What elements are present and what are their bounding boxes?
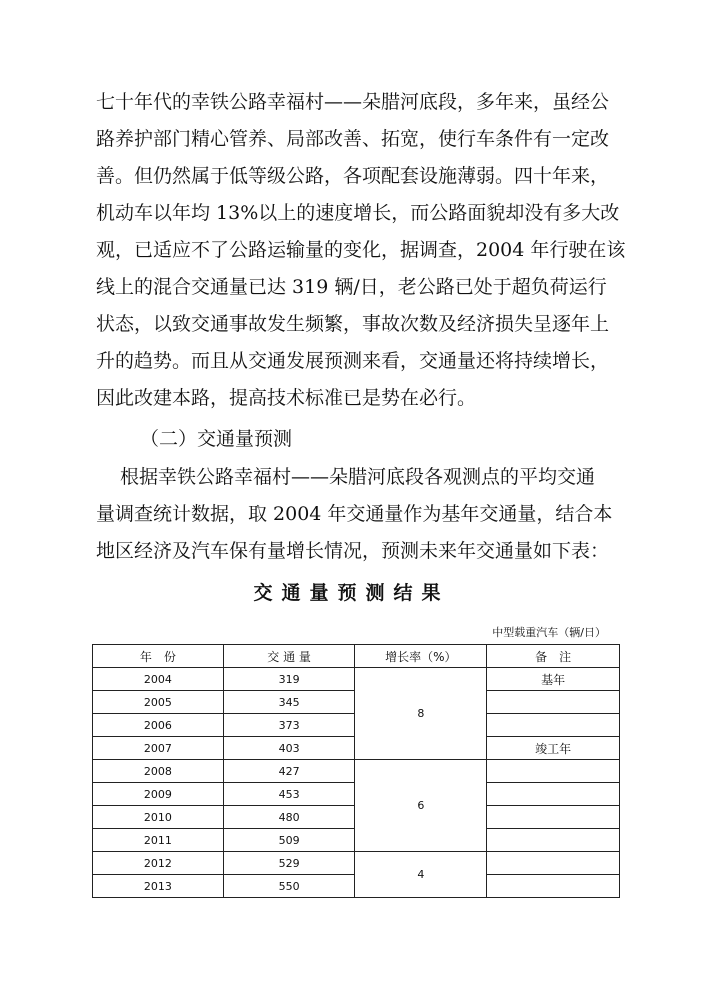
cell-note [487,691,620,714]
text-line: 因此改建本路，提高技术标准已是势在必行。 [96,387,477,409]
cell-volume: 403 [223,737,355,760]
cell-volume: 373 [223,714,355,737]
table-row [93,852,620,875]
table-header-row [93,645,620,668]
header-year: 年 份 [93,645,224,668]
text-line: 机动车以年均 13%以上的速度增长，而公路面貌却没有多大改 [96,202,620,224]
cell-note [487,806,620,829]
table-title: 交通量预测结果 [253,582,450,604]
traffic-forecast-table [92,644,620,898]
cell-growth-rate: 4 [355,852,487,898]
text-line: 观，已适应不了公路运输量的变化，据调查，2004 年行驶在该 [96,239,626,261]
cell-year: 2013 [93,875,224,898]
text-line: 量调查统计数据，取 2004 年交通量作为基年交通量，结合本 [96,503,613,525]
cell-note [487,875,620,898]
cell-year: 2005 [93,691,224,714]
cell-volume: 509 [223,829,355,852]
cell-year: 2007 [93,737,224,760]
cell-growth-rate: 6 [355,760,487,852]
header-volume: 交 通 量 [223,645,355,668]
cell-volume: 529 [223,852,355,875]
cell-note [487,714,620,737]
text-line: 升的趋势。而且从交通发展预测来看，交通量还将持续增长， [96,350,610,372]
cell-year: 2012 [93,852,224,875]
cell-volume: 427 [223,760,355,783]
cell-year: 2004 [93,668,224,691]
cell-volume: 453 [223,783,355,806]
header-note: 备 注 [487,645,620,668]
cell-volume: 319 [223,668,355,691]
cell-year: 2006 [93,714,224,737]
table-unit-note: 中型载重汽车（辆/日） [492,626,606,639]
cell-year: 2011 [93,829,224,852]
cell-growth-rate: 8 [355,668,487,760]
cell-note: 基年 [487,668,620,691]
text-line: 善。但仍然属于低等级公路，各项配套设施薄弱。四十年来， [96,165,610,187]
cell-volume: 480 [223,806,355,829]
text-line: 七十年代的幸铁公路幸福村——朵腊河底段，多年来，虽经公 [96,91,610,113]
text-line: 根据幸铁公路幸福村——朵腊河底段各观测点的平均交通 [120,466,596,488]
table-row [93,668,620,691]
text-line: 路养护部门精心管养、局部改善、拓宽，使行车条件有一定改 [96,128,610,150]
cell-year: 2008 [93,760,224,783]
table-row [93,760,620,783]
cell-volume: 550 [223,875,355,898]
text-line: 地区经济及汽车保有量增长情况，预测未来年交通量如下表： [96,540,610,562]
cell-year: 2009 [93,783,224,806]
cell-note [487,783,620,806]
cell-note [487,829,620,852]
cell-note: 竣工年 [487,737,620,760]
cell-note [487,760,620,783]
cell-note [487,852,620,875]
cell-volume: 345 [223,691,355,714]
text-line: 线上的混合交通量已达 319 辆/日，老公路已处于超负荷运行 [96,276,607,298]
section-heading: （二）交通量预测 [140,428,293,450]
cell-year: 2010 [93,806,224,829]
text-line: 状态，以致交通事故发生频繁，事故次数及经济损失呈逐年上 [96,313,610,335]
header-growth-rate: 增长率（%） [355,645,487,668]
